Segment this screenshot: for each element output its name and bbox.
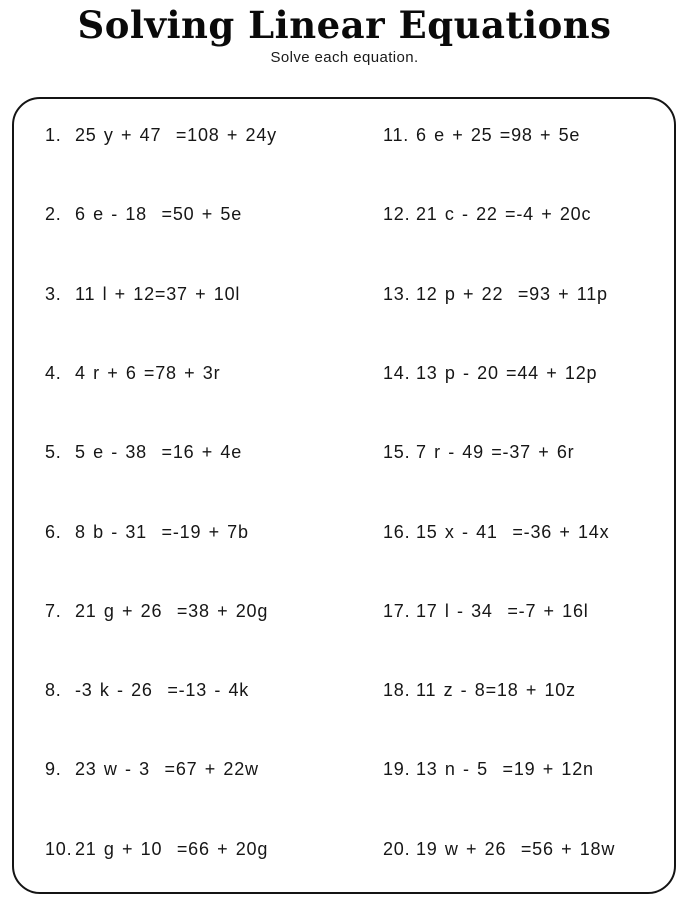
problem-number: 16. (383, 521, 411, 542)
problem-equation: 5 e - 38 =16 + 4e (75, 442, 243, 463)
problem-number: 3. (45, 283, 62, 304)
problem-equation: 17 l - 34 =-7 + 16l (416, 600, 589, 621)
problem-number: 19. (383, 759, 411, 780)
problem-equation: -3 k - 26 =-13 - 4k (75, 680, 250, 701)
worksheet-header (0, 0, 689, 66)
problem-number: 12. (383, 204, 411, 225)
problem-item-1 (14, 99, 344, 178)
problem-item-7 (14, 575, 344, 654)
problem-number: 9. (45, 759, 62, 780)
problem-item-19 (344, 733, 674, 812)
problem-item-2 (14, 178, 344, 257)
problems-grid (14, 99, 674, 892)
problem-number: 7. (45, 600, 62, 621)
problem-number: 18. (383, 680, 411, 701)
problem-item-14 (344, 337, 674, 416)
problem-item-11 (344, 99, 674, 178)
problem-number: 4. (45, 362, 62, 383)
problem-number: 20. (383, 838, 411, 859)
problem-equation: 8 b - 31 =-19 + 7b (75, 521, 249, 542)
problem-equation: 21 c - 22 =-4 + 20c (416, 204, 592, 225)
problem-number: 1. (45, 125, 62, 145)
problem-number: 6. (45, 521, 62, 542)
problem-equation: 13 n - 5 =19 + 12n (416, 759, 594, 780)
problem-number: 8. (45, 680, 62, 701)
problem-number: 13. (383, 283, 411, 304)
problem-item-3 (14, 258, 344, 337)
problem-item-18 (344, 654, 674, 733)
problem-equation: 6 e + 25 =98 + 5e (416, 125, 581, 145)
worksheet-instructions: Solve each equation. (270, 48, 419, 66)
problem-item-20 (344, 813, 674, 892)
problem-equation: 19 w + 26 =56 + 18w (416, 838, 616, 859)
problem-number: 17. (383, 600, 411, 621)
problem-number: 15. (383, 442, 411, 463)
problem-equation: 21 g + 26 =38 + 20g (75, 600, 269, 621)
problem-equation: 21 g + 10 =66 + 20g (75, 838, 269, 859)
problem-equation: 11 z - 8=18 + 10z (416, 680, 576, 701)
problem-item-12 (344, 178, 674, 257)
problem-item-17 (344, 575, 674, 654)
problem-item-5 (14, 416, 344, 495)
problem-item-10 (14, 813, 344, 892)
problem-item-8 (14, 654, 344, 733)
problem-number: 5. (45, 442, 62, 463)
problem-item-6 (14, 496, 344, 575)
problem-item-9 (14, 733, 344, 812)
problem-item-13 (344, 258, 674, 337)
problem-equation: 6 e - 18 =50 + 5e (75, 204, 243, 225)
problem-number: 10. (45, 838, 73, 859)
problem-equation: 4 r + 6 =78 + 3r (75, 362, 221, 383)
problem-number: 2. (45, 204, 62, 225)
problem-item-4 (14, 337, 344, 416)
problem-item-16 (344, 496, 674, 575)
problem-equation: 11 l + 12=37 + 10l (75, 283, 241, 304)
problem-number: 11. (383, 125, 410, 145)
problem-equation: 15 x - 41 =-36 + 14x (416, 521, 610, 542)
problem-equation: 7 r - 49 =-37 + 6r (416, 442, 575, 463)
problem-equation: 13 p - 20 =44 + 12p (416, 362, 598, 383)
worksheet-title: Solving Linear Equations (77, 3, 612, 47)
problem-equation: 23 w - 3 =67 + 22w (75, 759, 259, 780)
problem-number: 14. (383, 362, 411, 383)
problems-panel (12, 97, 676, 894)
problem-item-15 (344, 416, 674, 495)
problem-equation: 12 p + 22 =93 + 11p (416, 283, 608, 304)
problem-equation: 25 y + 47 =108 + 24y (75, 125, 277, 145)
